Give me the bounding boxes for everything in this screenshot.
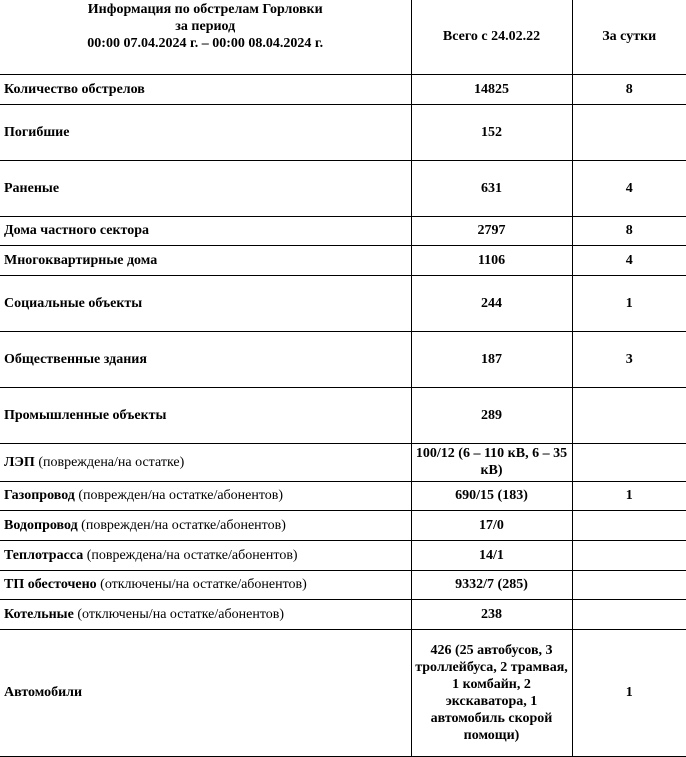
table-row [0, 540, 686, 570]
row-daily: 8 [572, 74, 686, 104]
table-row [0, 443, 686, 481]
row-label-text: Котельные [4, 606, 74, 622]
row-total: 187 [411, 331, 572, 387]
table-row [0, 245, 686, 275]
row-label-text: Многоквартирные дома [4, 252, 158, 268]
table-row [0, 387, 686, 443]
row-label-note: (отключены/на остатке/абонентов) [100, 577, 307, 592]
row-daily: 8 [572, 216, 686, 245]
row-total: 244 [411, 275, 572, 331]
row-total: 289 [411, 387, 572, 443]
row-label-text: Водопровод [4, 517, 78, 533]
row-label [0, 331, 411, 387]
row-label [0, 387, 411, 443]
row-label-text: Автомобили [4, 685, 83, 700]
row-label-text: Раненые [4, 180, 60, 196]
row-total: 14825 [411, 74, 572, 104]
row-total: 152 [411, 104, 572, 160]
row-total: 238 [411, 599, 572, 629]
row-total: 9332/7 (285) [411, 570, 572, 599]
row-total: 690/15 (183) [411, 481, 572, 510]
row-label [0, 245, 411, 275]
row-label [0, 216, 411, 245]
row-label-note: (повреждена/на остатке) [38, 454, 185, 470]
row-daily: 4 [572, 245, 686, 275]
row-daily: 4 [572, 160, 686, 216]
row-daily [572, 443, 686, 481]
row-label [0, 443, 411, 481]
row-label [0, 160, 411, 216]
row-label-text: Общественные здания [4, 351, 147, 367]
table-row [0, 510, 686, 540]
row-daily [572, 387, 686, 443]
row-total: 17/0 [411, 510, 572, 540]
column-header-daily: За сутки [572, 0, 686, 74]
row-label-note: (отключены/на остатке/абонентов) [77, 606, 285, 622]
title-line-1: Информация по обстрелам Горловки [87, 2, 323, 17]
row-label-text: Теплотрасса [4, 547, 84, 563]
row-daily: 1 [572, 275, 686, 331]
table-row [0, 216, 686, 245]
row-daily [572, 599, 686, 629]
table-row [0, 599, 686, 629]
row-label-text: Промышленные объекты [4, 407, 167, 423]
row-label [0, 74, 411, 104]
row-label-text: ЛЭП [4, 454, 35, 470]
row-label [0, 599, 411, 629]
row-label [0, 275, 411, 331]
header-row [0, 0, 686, 74]
title-line-3: 00:00 07.04.2024 г. – 00:00 08.04.2024 г. [87, 36, 324, 51]
column-header-total: Всего с 24.02.22 [411, 0, 572, 74]
row-label-text: ТП обесточено [4, 577, 97, 592]
table-row [0, 570, 686, 599]
row-daily [572, 570, 686, 599]
row-label-text: Погибшие [4, 124, 70, 140]
row-daily [572, 104, 686, 160]
row-total: 100/12 (6 – 110 кВ, 6 – 35 кВ) [411, 443, 572, 481]
table-row [0, 275, 686, 331]
row-label-note: (поврежден/на остатке/абонентов) [81, 517, 286, 533]
row-label [0, 629, 411, 756]
table-row [0, 331, 686, 387]
row-total: 14/1 [411, 540, 572, 570]
row-total: 1106 [411, 245, 572, 275]
row-label-text: Социальные объекты [4, 295, 143, 311]
row-label-text: Газопровод [4, 488, 75, 503]
table-title [0, 0, 411, 74]
title-line-2: за период [175, 19, 236, 34]
row-label [0, 481, 411, 510]
table-row [0, 74, 686, 104]
table-row [0, 481, 686, 510]
row-total: 631 [411, 160, 572, 216]
row-label [0, 570, 411, 599]
row-label-note: (повреждена/на остатке/абонентов) [86, 547, 298, 563]
row-total: 426 (25 автобусов, 3 троллейбуса, 2 трамвая, 1 комбайн, 2 экскаватора, 1 автомобиль скорой помощи) [411, 629, 572, 756]
row-daily: 3 [572, 331, 686, 387]
row-daily: 1 [572, 481, 686, 510]
row-label-text: Дома частного сектора [4, 223, 150, 238]
table-row [0, 104, 686, 160]
row-daily: 1 [572, 629, 686, 756]
row-daily [572, 540, 686, 570]
row-label-text: Количество обстрелов [4, 81, 145, 97]
row-label [0, 540, 411, 570]
row-total: 2797 [411, 216, 572, 245]
row-label [0, 104, 411, 160]
row-label [0, 510, 411, 540]
table-row [0, 629, 686, 756]
row-daily [572, 510, 686, 540]
row-label-note: (поврежден/на остатке/абонентов) [78, 488, 284, 503]
table-row [0, 160, 686, 216]
